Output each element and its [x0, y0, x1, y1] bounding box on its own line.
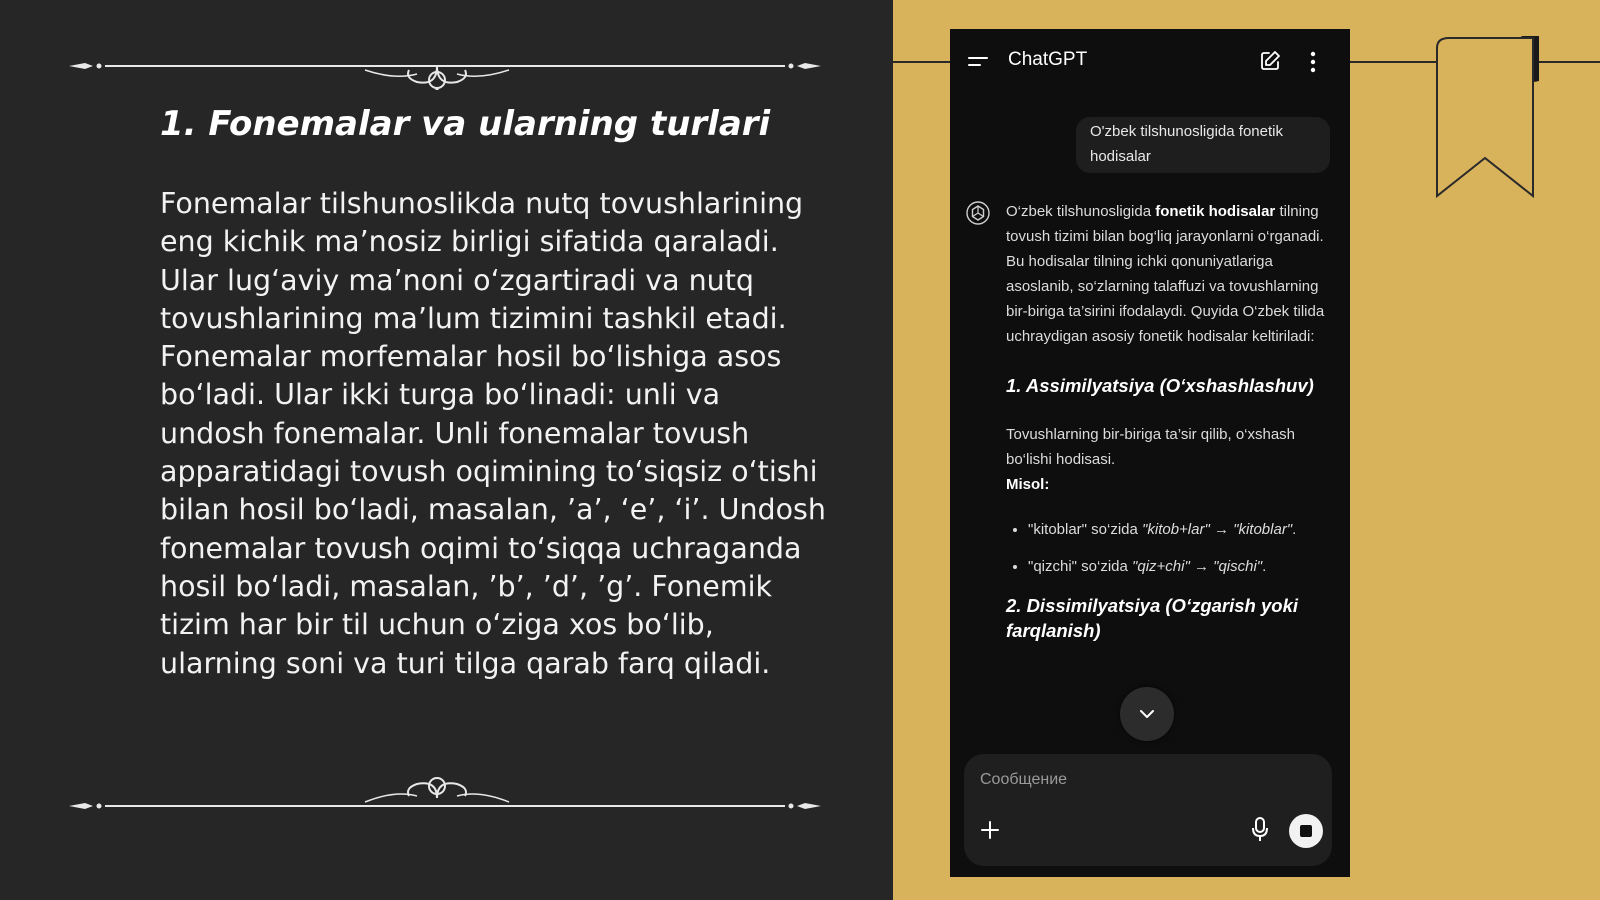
example-label: Misol: [1006, 476, 1050, 493]
reply-description-1: Tovushlarning bir-biriga ta’sir qilib, o‘xshash bo‘lishi hodisasi. [1006, 426, 1296, 468]
message-input[interactable] [978, 770, 1282, 790]
chatgpt-app-window [950, 29, 1350, 877]
stop-icon [1300, 825, 1312, 837]
edit-icon[interactable] [1258, 49, 1282, 73]
top-ornament [65, 40, 825, 90]
user-message: O'zbek tilshunosligida fonetik hodisalar [1076, 117, 1330, 173]
bookmark-decoration [1435, 36, 1539, 201]
slide-title: 1. Fonemalar va ularning turlari [160, 104, 771, 144]
more-icon[interactable] [1308, 49, 1318, 75]
list-item: • "qizchi" so‘zida "qiz+chi" → "qischi". [1028, 554, 1336, 579]
chatgpt-logo-icon [966, 201, 990, 225]
composer-box [964, 754, 1332, 866]
scroll-down-button[interactable] [1120, 687, 1174, 741]
bottom-ornament [65, 776, 825, 826]
slide-body-text: Fonemalar tilshunoslikda nutq tovushlarining eng kichik ma’nosiz birligi sifatida qaraladi. Ular lug‘aviy ma’noni o‘zgartiradi va nutq tovushlarining ma’lum tizimini tashkil etadi. Fonemalar morfemalar hosil bo‘lishiga asos bo‘ladi. Ular ikki turga bo‘linadi: unli va undosh fonemalar. Unli fonemalar tovush apparatidagi tovush oqimining to‘siqsiz o‘tishi bilan hosil bo‘ladi, masalan, ’a’, ‘e’, ‘i’. Undosh fonemalar tovush oqimi to‘siqqa uchraganda hosil bo‘ladi, masalan, ’b’, ’d’, ’g’. Fonemik tizim har bir til uchun o‘ziga xos bo‘lib, ularning soni va turi tilga qarab farq qiladi. [160, 187, 826, 680]
menu-icon[interactable] [966, 51, 990, 71]
reply-heading-1: 1. Assimilyatsiya (O‘xshashlashuv) [1006, 375, 1314, 396]
example-list [1006, 517, 1336, 579]
microphone-icon[interactable] [1250, 816, 1270, 844]
list-item: • "kitoblar" so‘zida "kitob+lar" → "kitoblar". [1028, 517, 1336, 542]
app-top-bar [950, 29, 1350, 97]
divider-line [893, 61, 950, 63]
reply-heading-2: 2. Dissimilyatsiya (O‘zgarish yoki farqlanish) [1006, 595, 1299, 641]
plus-icon[interactable] [978, 818, 1002, 842]
assistant-reply [1006, 199, 1336, 667]
app-title: ChatGPT [1008, 49, 1088, 70]
composer [950, 746, 1350, 877]
stop-button[interactable] [1289, 814, 1323, 848]
chevron-down-icon [1135, 702, 1159, 726]
reply-intro: O‘zbek tilshunosligida fonetik hodisalar tilning tovush tizimi bilan bog‘liq jarayonlarni o‘rganadi. Bu hodisalar tilning ichki qonuniyatlariga asoslanib, so‘zlarning talaffuzi va tovushlarning bir-biriga ta’sirini ifodalaydi. Quyida O‘zbek tilida uchraydigan asosiy fonetik hodisalar keltiriladi: [1006, 203, 1325, 345]
